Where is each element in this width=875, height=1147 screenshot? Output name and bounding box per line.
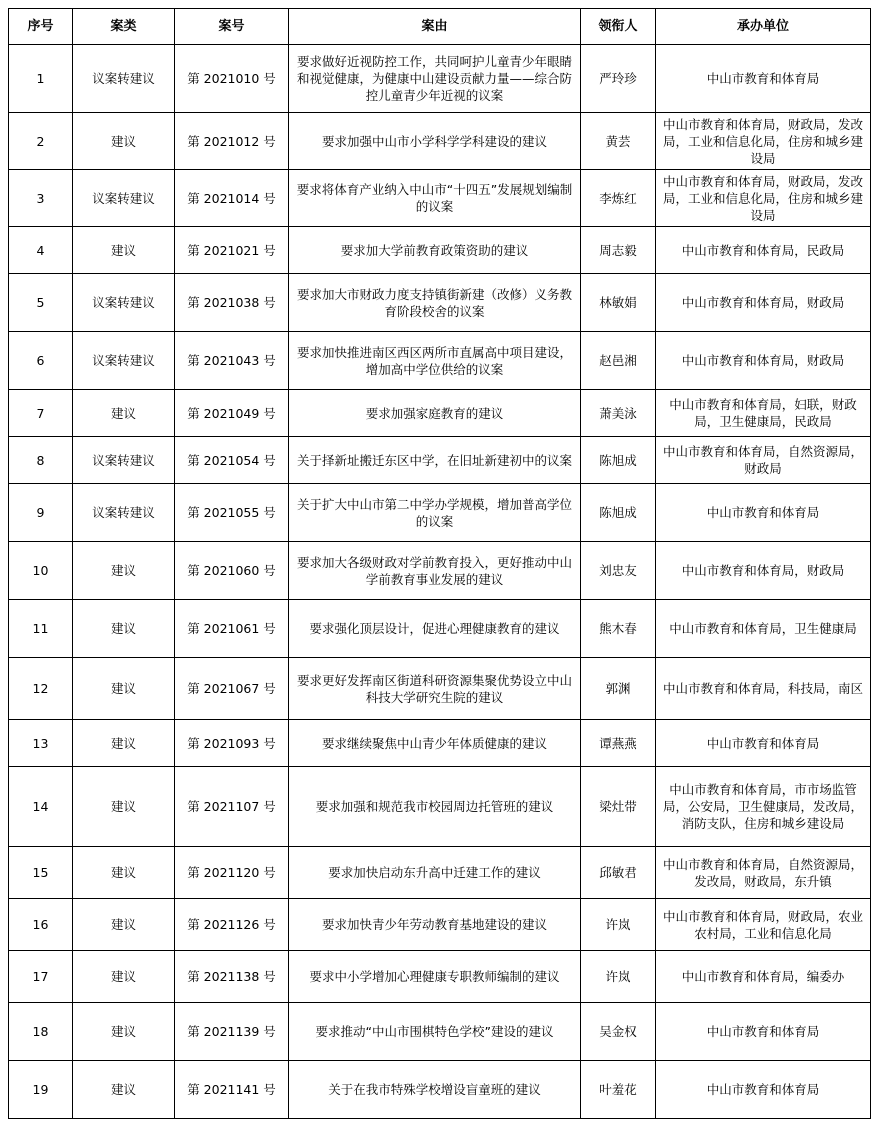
table-header-row bbox=[9, 9, 871, 45]
cell-case-no: 第 2021014 号 bbox=[175, 170, 289, 227]
table-row bbox=[9, 227, 871, 274]
cell-lead: 刘忠友 bbox=[581, 542, 656, 600]
cell-lead: 邱敏君 bbox=[581, 847, 656, 899]
cell-unit: 中山市教育和体育局，财政局 bbox=[656, 332, 871, 390]
cell-unit: 中山市教育和体育局 bbox=[656, 484, 871, 542]
cell-lead: 梁灶带 bbox=[581, 767, 656, 847]
cell-case-no: 第 2021012 号 bbox=[175, 113, 289, 170]
cell-lead: 叶羞花 bbox=[581, 1061, 656, 1119]
cell-seq: 15 bbox=[9, 847, 73, 899]
cell-subject: 关于择新址搬迁东区中学，在旧址新建初中的议案 bbox=[289, 437, 581, 484]
cell-subject: 要求加快推进南区西区两所市直属高中项目建设，增加高中学位供给的议案 bbox=[289, 332, 581, 390]
cell-seq: 8 bbox=[9, 437, 73, 484]
cell-case-no: 第 2021010 号 bbox=[175, 45, 289, 113]
cell-seq: 5 bbox=[9, 274, 73, 332]
cell-unit: 中山市教育和体育局，财政局 bbox=[656, 542, 871, 600]
cell-subject: 关于扩大中山市第二中学办学规模，增加普高学位的议案 bbox=[289, 484, 581, 542]
table-row bbox=[9, 45, 871, 113]
cell-seq: 3 bbox=[9, 170, 73, 227]
cell-subject: 要求加快启动东升高中迁建工作的建议 bbox=[289, 847, 581, 899]
cell-type: 建议 bbox=[73, 1061, 175, 1119]
cell-subject: 要求加强中山市小学科学学科建设的建议 bbox=[289, 113, 581, 170]
table-row bbox=[9, 484, 871, 542]
cell-unit: 中山市教育和体育局，市市场监管局，公安局，卫生健康局，发改局，消防支队，住房和城乡建设局 bbox=[656, 767, 871, 847]
cell-type: 议案转建议 bbox=[73, 484, 175, 542]
table-row bbox=[9, 767, 871, 847]
cell-subject: 关于在我市特殊学校增设盲童班的建议 bbox=[289, 1061, 581, 1119]
cell-type: 建议 bbox=[73, 720, 175, 767]
cell-lead: 许岚 bbox=[581, 899, 656, 951]
cell-lead: 李炼红 bbox=[581, 170, 656, 227]
cell-subject: 要求加强和规范我市校园周边托管班的建议 bbox=[289, 767, 581, 847]
cell-lead: 赵邑湘 bbox=[581, 332, 656, 390]
cell-unit: 中山市教育和体育局，财政局，农业农村局，工业和信息化局 bbox=[656, 899, 871, 951]
cell-subject: 要求强化顶层设计，促进心理健康教育的建议 bbox=[289, 600, 581, 658]
cell-seq: 19 bbox=[9, 1061, 73, 1119]
cell-type: 建议 bbox=[73, 390, 175, 437]
cell-type: 议案转建议 bbox=[73, 170, 175, 227]
cell-unit: 中山市教育和体育局，民政局 bbox=[656, 227, 871, 274]
cell-case-no: 第 2021043 号 bbox=[175, 332, 289, 390]
cell-seq: 9 bbox=[9, 484, 73, 542]
cell-seq: 4 bbox=[9, 227, 73, 274]
table-row bbox=[9, 170, 871, 227]
cell-subject: 要求加大市财政力度支持镇街新建（改修）义务教育阶段校舍的议案 bbox=[289, 274, 581, 332]
cell-subject: 要求加大各级财政对学前教育投入，更好推动中山学前教育事业发展的建议 bbox=[289, 542, 581, 600]
cell-type: 议案转建议 bbox=[73, 45, 175, 113]
cell-type: 议案转建议 bbox=[73, 332, 175, 390]
cell-subject: 要求更好发挥南区街道科研资源集聚优势设立中山科技大学研究生院的建议 bbox=[289, 658, 581, 720]
cell-case-no: 第 2021055 号 bbox=[175, 484, 289, 542]
table-row bbox=[9, 274, 871, 332]
cell-case-no: 第 2021107 号 bbox=[175, 767, 289, 847]
cell-seq: 14 bbox=[9, 767, 73, 847]
cell-seq: 10 bbox=[9, 542, 73, 600]
table-row bbox=[9, 720, 871, 767]
header-seq: 序号 bbox=[9, 9, 73, 45]
cell-subject: 要求加大学前教育政策资助的建议 bbox=[289, 227, 581, 274]
table-row bbox=[9, 951, 871, 1003]
cell-lead: 萧美泳 bbox=[581, 390, 656, 437]
proposal-table bbox=[8, 8, 871, 1119]
cell-lead: 林敏娟 bbox=[581, 274, 656, 332]
cell-unit: 中山市教育和体育局，自然资源局，发改局，财政局，东升镇 bbox=[656, 847, 871, 899]
cell-lead: 周志毅 bbox=[581, 227, 656, 274]
header-lead: 领衔人 bbox=[581, 9, 656, 45]
cell-seq: 16 bbox=[9, 899, 73, 951]
cell-subject: 要求推动“中山市围棋特色学校”建设的建议 bbox=[289, 1003, 581, 1061]
cell-case-no: 第 2021120 号 bbox=[175, 847, 289, 899]
cell-case-no: 第 2021126 号 bbox=[175, 899, 289, 951]
cell-seq: 13 bbox=[9, 720, 73, 767]
cell-unit: 中山市教育和体育局 bbox=[656, 1061, 871, 1119]
table-body bbox=[9, 45, 871, 1119]
cell-unit: 中山市教育和体育局，财政局，发改局，工业和信息化局，住房和城乡建设局 bbox=[656, 113, 871, 170]
header-subject: 案由 bbox=[289, 9, 581, 45]
cell-lead: 许岚 bbox=[581, 951, 656, 1003]
table-row bbox=[9, 899, 871, 951]
cell-seq: 1 bbox=[9, 45, 73, 113]
table-row bbox=[9, 437, 871, 484]
cell-subject: 要求将体育产业纳入中山市“十四五”发展规划编制的议案 bbox=[289, 170, 581, 227]
cell-case-no: 第 2021021 号 bbox=[175, 227, 289, 274]
table-row bbox=[9, 600, 871, 658]
cell-case-no: 第 2021060 号 bbox=[175, 542, 289, 600]
table-row bbox=[9, 847, 871, 899]
cell-type: 建议 bbox=[73, 951, 175, 1003]
cell-unit: 中山市教育和体育局，自然资源局，财政局 bbox=[656, 437, 871, 484]
cell-type: 建议 bbox=[73, 767, 175, 847]
table-row bbox=[9, 1061, 871, 1119]
cell-unit: 中山市教育和体育局 bbox=[656, 45, 871, 113]
cell-unit: 中山市教育和体育局 bbox=[656, 1003, 871, 1061]
cell-lead: 熊木春 bbox=[581, 600, 656, 658]
cell-type: 建议 bbox=[73, 227, 175, 274]
cell-subject: 要求继续聚焦中山青少年体质健康的建议 bbox=[289, 720, 581, 767]
cell-unit: 中山市教育和体育局 bbox=[656, 720, 871, 767]
cell-type: 议案转建议 bbox=[73, 274, 175, 332]
cell-lead: 黄芸 bbox=[581, 113, 656, 170]
cell-case-no: 第 2021067 号 bbox=[175, 658, 289, 720]
cell-case-no: 第 2021061 号 bbox=[175, 600, 289, 658]
cell-unit: 中山市教育和体育局，妇联，财政局，卫生健康局，民政局 bbox=[656, 390, 871, 437]
cell-case-no: 第 2021139 号 bbox=[175, 1003, 289, 1061]
cell-case-no: 第 2021138 号 bbox=[175, 951, 289, 1003]
cell-subject: 要求中小学增加心理健康专职教师编制的建议 bbox=[289, 951, 581, 1003]
header-unit: 承办单位 bbox=[656, 9, 871, 45]
table-row bbox=[9, 390, 871, 437]
cell-type: 议案转建议 bbox=[73, 437, 175, 484]
cell-type: 建议 bbox=[73, 1003, 175, 1061]
table-row bbox=[9, 332, 871, 390]
cell-lead: 陈旭成 bbox=[581, 437, 656, 484]
cell-unit: 中山市教育和体育局，财政局，发改局，工业和信息化局，住房和城乡建设局 bbox=[656, 170, 871, 227]
cell-seq: 2 bbox=[9, 113, 73, 170]
cell-lead: 郭渊 bbox=[581, 658, 656, 720]
cell-lead: 陈旭成 bbox=[581, 484, 656, 542]
cell-type: 建议 bbox=[73, 542, 175, 600]
cell-subject: 要求加强家庭教育的建议 bbox=[289, 390, 581, 437]
cell-unit: 中山市教育和体育局，科技局，南区 bbox=[656, 658, 871, 720]
header-type: 案类 bbox=[73, 9, 175, 45]
cell-case-no: 第 2021141 号 bbox=[175, 1061, 289, 1119]
cell-lead: 严玲珍 bbox=[581, 45, 656, 113]
cell-type: 建议 bbox=[73, 847, 175, 899]
cell-type: 建议 bbox=[73, 113, 175, 170]
table-row bbox=[9, 658, 871, 720]
table-row bbox=[9, 542, 871, 600]
cell-case-no: 第 2021038 号 bbox=[175, 274, 289, 332]
cell-unit: 中山市教育和体育局，卫生健康局 bbox=[656, 600, 871, 658]
cell-unit: 中山市教育和体育局，编委办 bbox=[656, 951, 871, 1003]
cell-seq: 6 bbox=[9, 332, 73, 390]
cell-case-no: 第 2021054 号 bbox=[175, 437, 289, 484]
cell-seq: 18 bbox=[9, 1003, 73, 1061]
cell-type: 建议 bbox=[73, 899, 175, 951]
cell-lead: 吴金权 bbox=[581, 1003, 656, 1061]
table-row bbox=[9, 113, 871, 170]
cell-seq: 11 bbox=[9, 600, 73, 658]
cell-unit: 中山市教育和体育局，财政局 bbox=[656, 274, 871, 332]
cell-seq: 17 bbox=[9, 951, 73, 1003]
cell-case-no: 第 2021049 号 bbox=[175, 390, 289, 437]
cell-subject: 要求加快青少年劳动教育基地建设的建议 bbox=[289, 899, 581, 951]
cell-type: 建议 bbox=[73, 600, 175, 658]
cell-seq: 7 bbox=[9, 390, 73, 437]
cell-case-no: 第 2021093 号 bbox=[175, 720, 289, 767]
cell-type: 建议 bbox=[73, 658, 175, 720]
cell-seq: 12 bbox=[9, 658, 73, 720]
cell-lead: 谭燕燕 bbox=[581, 720, 656, 767]
cell-subject: 要求做好近视防控工作，共同呵护儿童青少年眼睛和视觉健康，为健康中山建设贡献力量——综合防控儿童青少年近视的议案 bbox=[289, 45, 581, 113]
header-case-no: 案号 bbox=[175, 9, 289, 45]
table-row bbox=[9, 1003, 871, 1061]
